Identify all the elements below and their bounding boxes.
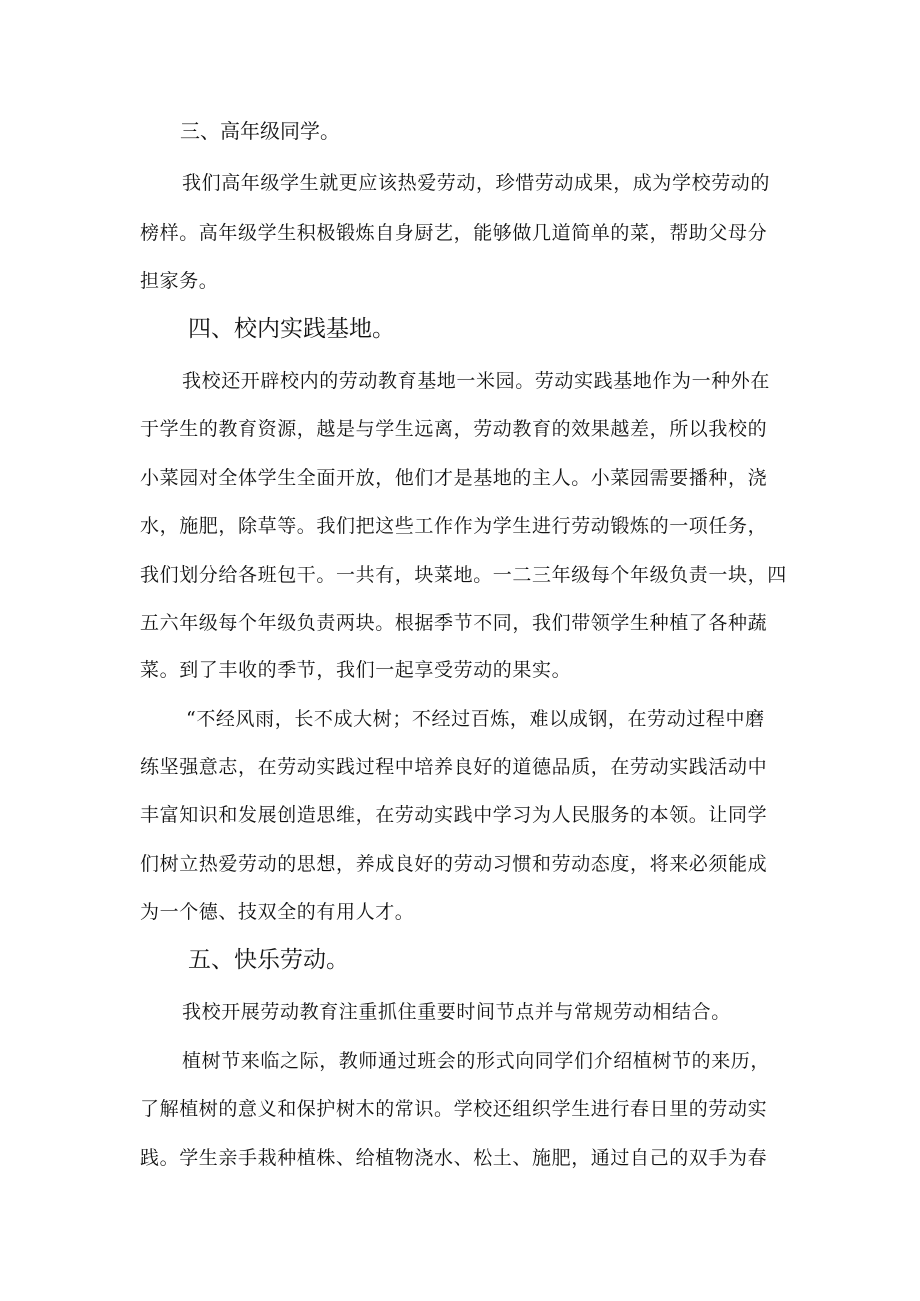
paragraph-line: 我校开展劳动教育注重抓住重要时间节点并与常规劳动相结合。 [182,1001,731,1023]
paragraph-line: 菜。到了丰收的季节，我们一起享受劳动的果实。 [140,659,572,681]
paragraph-line: “不经风雨，长不成大树；不经过百炼，难以成钢，在劳动过程中磨 [186,708,765,730]
paragraph-line: 植树节来临之际，教师通过班会的形式向同学们介绍植树节的来历， [182,1050,771,1072]
paragraph-line: 我校还开辟校内的劳动教育基地一米园。劳动实践基地作为一种外在 [182,370,771,392]
paragraph-line: 榜样。高年级学生积极锻炼自身厨艺，能够做几道简单的菜，帮助父母分 [140,222,768,244]
paragraph-line: 们树立热爱劳动的思想，养成良好的劳动习惯和劳动态度，将来必须能成 [140,853,768,875]
paragraph-line: 了解植树的意义和保护树木的常识。学校还组织学生进行春日里的劳动实 [140,1098,768,1120]
paragraph-line: 五六年级每个年级负责两块。根据季节不同，我们带领学生种植了各种蔬 [140,612,768,634]
paragraph-line: 于学生的教育资源，越是与学生远离，劳动教育的效果越差，所以我校的 [140,418,768,440]
paragraph-line: 小菜园对全体学生全面开放，他们才是基地的主人。小菜园需要播种，浇 [140,467,768,489]
paragraph-line: 担家务。 [140,270,219,292]
paragraph-line: 丰富知识和发展创造思维，在劳动实践中学习为人民服务的本领。让同学 [140,804,768,826]
paragraph-line: 我们划分给各班包干。一共有，块菜地。一二三年级每个年级负责一块，四 [140,564,787,586]
section-heading-high-grade: 三、高年级同学。 [180,119,340,143]
paragraph-line: 练坚强意志，在劳动实践过程中培养良好的道德品质，在劳动实践活动中 [140,756,768,778]
section-heading-practice-base: 四、校内实践基地。 [188,316,395,342]
paragraph-line: 践。学生亲手栽种植株、给植物浇水、松土、施肥，通过自己的双手为春 [140,1147,768,1169]
paragraph-line: 水，施肥，除草等。我们把这些工作作为学生进行劳动锻炼的一项任务， [140,515,768,537]
paragraph-line: 为一个德、技双全的有用人才。 [140,901,415,923]
paragraph-line: 我们高年级学生就更应该热爱劳动，珍惜劳动成果，成为学校劳动的 [182,172,771,194]
section-heading-happy-labor: 五、快乐劳动。 [188,947,349,973]
